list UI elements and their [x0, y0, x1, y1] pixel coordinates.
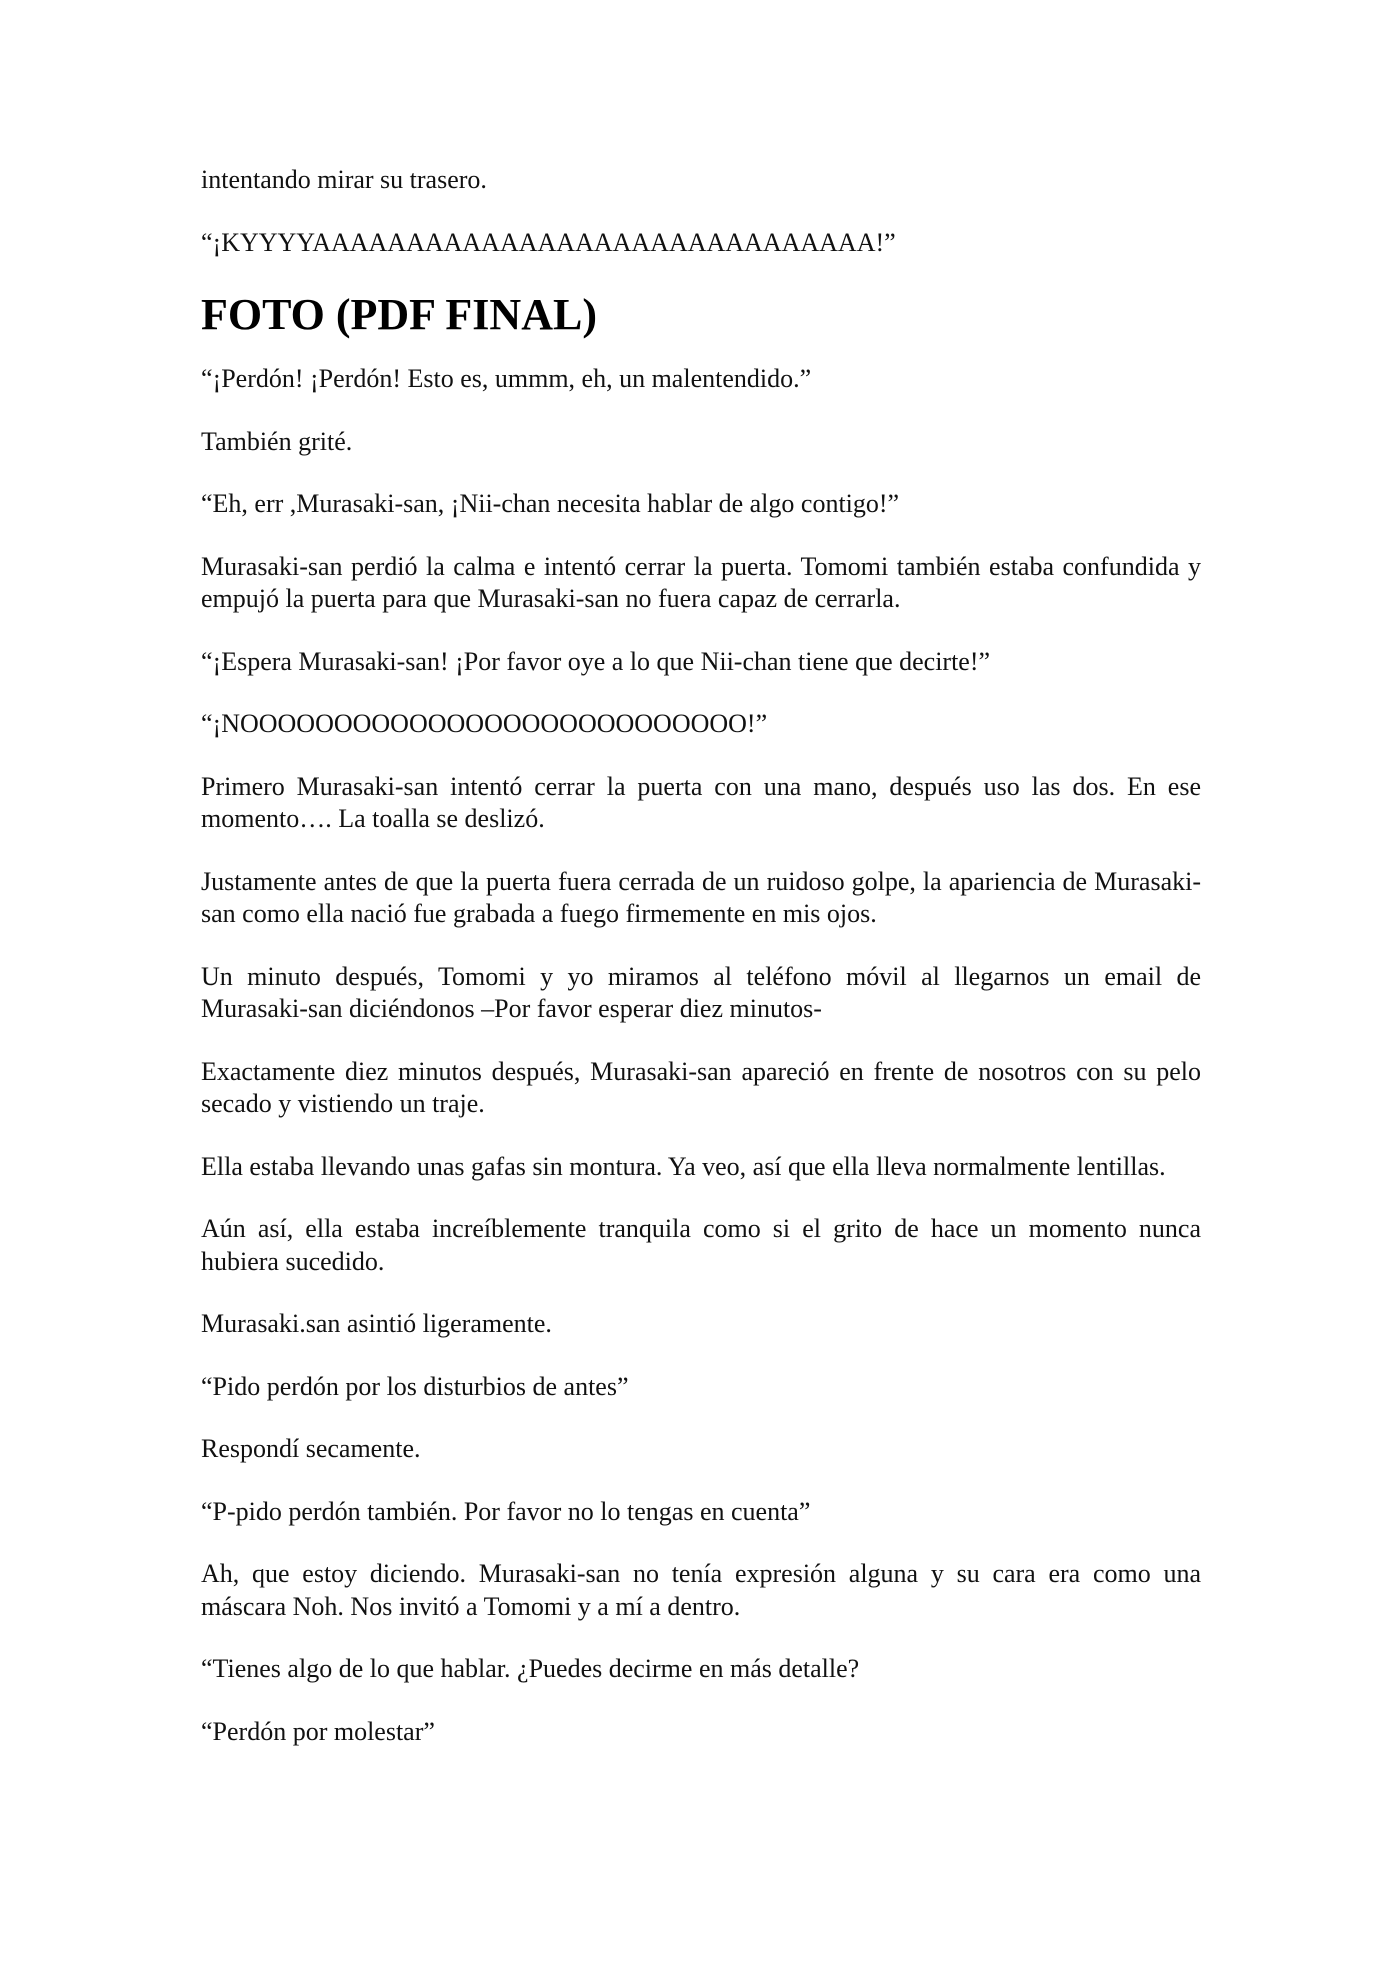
paragraph: “Perdón por molestar”: [201, 1716, 435, 1746]
paragraph: “¡Espera Murasaki-san! ¡Por favor oye a lo que Nii-chan tiene que decirte!”: [201, 646, 991, 676]
paragraph: Primero Murasaki-san intentó cerrar la puerta con una mano, después uso las dos. En ese momento…. La toalla se deslizó.: [201, 771, 1201, 833]
paragraph: “Pido perdón por los disturbios de antes”: [201, 1371, 629, 1401]
paragraph: “¡KYYYYAAAAAAAAAAAAAAAAAAAAAAAAAAAAAA!”: [201, 227, 896, 257]
paragraph: “Tienes algo de lo que hablar. ¿Puedes decirme en más detalle?: [201, 1654, 860, 1683]
paragraph: intentando mirar su trasero.: [201, 165, 487, 194]
section-heading: FOTO (PDF FINAL): [201, 290, 597, 339]
paragraph: Aún así, ella estaba increíblemente tranquila como si el grito de hace un momento nunca hubiera sucedido.: [201, 1214, 1201, 1276]
paragraph: Murasaki-san perdió la calma e intentó cerrar la puerta. Tomomi también estaba confundida y empujó la puerta para que Murasaki-san no fuera capaz de cerrarla.: [201, 551, 1201, 613]
paragraph: Justamente antes de que la puerta fuera cerrada de un ruidoso golpe, la apariencia de Murasaki-san como ella nació fue grabada a fuego firmemente en mis ojos.: [201, 866, 1201, 928]
paragraph: Ella estaba llevando unas gafas sin montura. Ya veo, así que ella lleva normalmente lentillas.: [201, 1151, 1166, 1181]
paragraph: Respondí secamente.: [201, 1434, 421, 1463]
paragraph: “P-pido perdón también. Por favor no lo tengas en cuenta”: [201, 1496, 811, 1526]
paragraph: Ah, que estoy diciendo. Murasaki-san no tenía expresión alguna y su cara era como una máscara Noh. Nos invitó a Tomomi y a mí a dentro.: [201, 1559, 1201, 1621]
paragraph: “¡Perdón! ¡Perdón! Esto es, ummm, eh, un malentendido.”: [201, 364, 812, 393]
paragraph: Murasaki.san asintió ligeramente.: [201, 1309, 552, 1338]
document-body: [201, 164, 1201, 1748]
paragraph: También grité.: [201, 426, 353, 456]
paragraph: Exactamente diez minutos después, Murasaki-san apareció en frente de nosotros con su pelo secado y vistiendo un traje.: [201, 1056, 1201, 1118]
paragraph: “Eh, err ,Murasaki-san, ¡Nii-chan necesita hablar de algo contigo!”: [201, 489, 900, 518]
paragraph: Un minuto después, Tomomi y yo miramos al teléfono móvil al llegarnos un email de Murasaki-san diciéndonos –Por favor esperar diez minutos-: [201, 961, 1201, 1023]
paragraph: “¡NOOOOOOOOOOOOOOOOOOOOOOOOOOO!”: [201, 709, 768, 738]
